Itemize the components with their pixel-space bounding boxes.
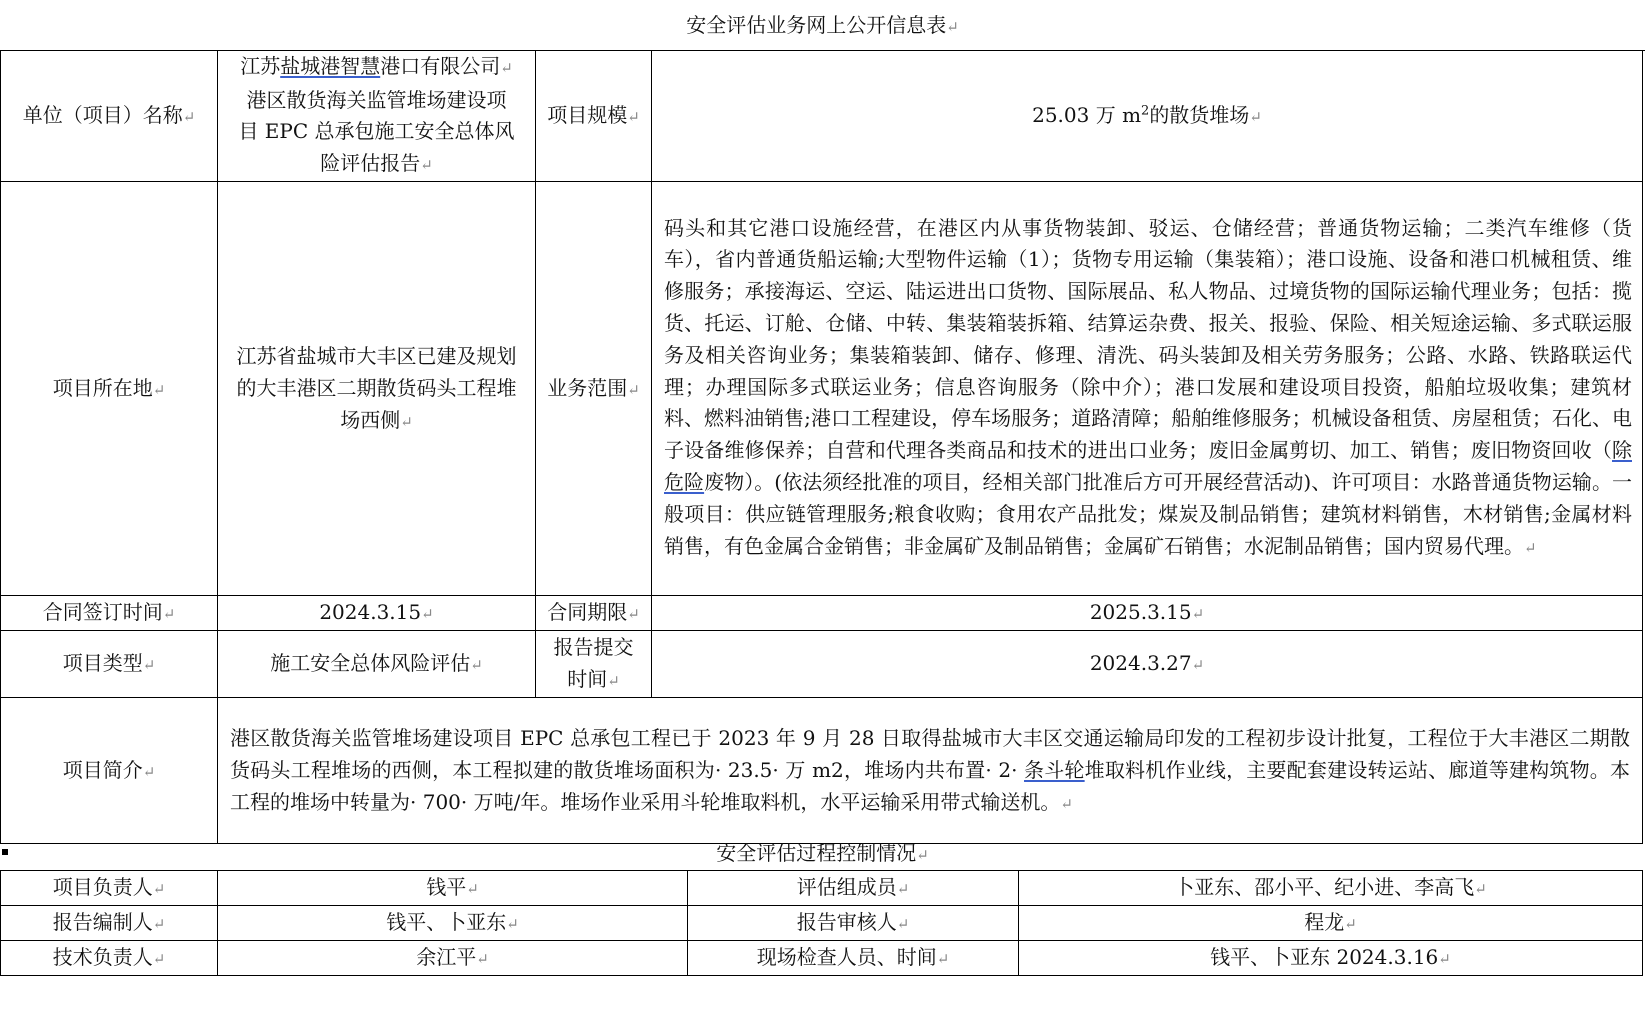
scope-label-cell: 业务范围↵ [536, 182, 652, 596]
process-label-cell: 报告编制人↵ [1, 906, 218, 941]
contract-term-value: 2025.3.15 [1089, 600, 1192, 624]
unit-name-label: 单位（项目）名称 [22, 103, 183, 127]
location-label-cell: 项目所在地↵ [1, 182, 218, 596]
unit-name-line-2: 港区散货海关监管堆场建设项 [246, 87, 507, 112]
process-label-cell: 项目负责人↵ [1, 871, 218, 906]
scale-label: 项目规模 [547, 103, 628, 127]
process-label-cell: 评估组成员↵ [688, 871, 1019, 906]
process-label-cell: 现场检查人员、时间↵ [688, 941, 1019, 976]
table-row [1, 871, 1643, 906]
page-title-text: 安全评估业务网上公开信息表 [686, 13, 947, 37]
scope-value-part-1: 码头和其它港口设施经营，在港区内从事货物装卸、驳运、仓储经营；普通货物运输；二类汽车维修（货车），省内普通货船运输;大型物件运输（1）；货物专用运输（集装箱）；港口设施、设备和港口机械租赁、维修服务；承接海运、空运、陆运进出口货物、国际展品、私人物品、过境货物的国际运输代理业务；包括：揽货、托运、订舱、仓储、中转、集装箱装拆箱、结算运杂费、报关、报验、保险、相关短途运输、多式联运服务及相关咨询业务；集装箱装卸、储存、修理、清洗、码头装卸及相关劳务服务；公路、水路、铁路联运代理；办理国际多式联运业务；信息咨询服务（除中介）；港口发展和建设项目投资，船舶垃圾收集；建筑材料、燃料油销售;港口工程建设，停车场服务；道路清障；船舶维修服务；机械设备租赁、房屋租赁；石化、电子设备维修保养；自营和代理各类商品和技术的进出口业务；废旧金属剪切、加工、销售；废旧物资回收（ [664, 215, 1632, 463]
unit-name-value-cell: 江苏盐城港智慧港口有限公司↵ 港区散货海关监管堆场建设项 目 EPC 总承包施工安全总体风 险评估报告↵ [218, 51, 536, 182]
intro-label: 项目简介 [62, 757, 143, 782]
process-title-text: 安全评估过程控制情况 [716, 841, 917, 865]
report-time-label-line-1: 报告提交 [553, 635, 634, 659]
unit-name-line-3: 目 EPC 总承包施工安全总体风 [238, 119, 515, 143]
process-section-title: 安全评估过程控制情况↵ [716, 841, 929, 865]
table-row [1, 941, 1643, 976]
type-label: 项目类型 [62, 651, 143, 675]
process-value-cell: 程龙↵ [1019, 906, 1643, 941]
process-label-cell: 技术负责人↵ [1, 941, 218, 976]
table-row [1, 906, 1643, 941]
intro-value-part-2: 堆取料机作业线，主要配套建设转运站、廊道等建构筑物。本工程的堆场中转量为· 700· 万吨/年。堆场作业采用斗轮堆取料机，水平运输采用带式输送机。 [230, 757, 1631, 814]
unit-name-line-1: 江苏盐城港智慧港口有限公司↵ [240, 54, 513, 78]
row-contract [1, 596, 1643, 631]
process-value-cell: 钱平↵ [218, 871, 688, 906]
contract-date-label: 合同签订时间 [42, 600, 163, 624]
process-value-cell: 余江平↵ [218, 941, 688, 976]
location-value-cell: 江苏省盐城市大丰区已建及规划的大丰港区二期散货码头工程堆场西侧↵ [218, 182, 536, 596]
intro-value-cell: 港区散货海关监管堆场建设项目 EPC 总承包工程已于 2023 年 9 月 28 日取得盐城市大丰区交通运输局印发的工程初步设计批复，工程位于大丰港区二期散货码头工程堆场的西侧，本工程拟建的散货堆场面积为· 23.5· 万 m2，堆场内共布置· 2· 条斗轮堆取料机作业线，主要配套建设转运站、廊道等建构筑物。本工程的堆场中转量为· 700· 万吨/年。堆场作业采用斗轮堆取料机，水平运输采用带式输送机。↵ [218, 698, 1643, 844]
type-label-cell: 项目类型↵ [1, 631, 218, 698]
spellcheck-underline: 条斗轮 [1024, 757, 1085, 782]
row-intro [1, 698, 1643, 844]
process-table [0, 870, 1643, 976]
process-value-cell: 钱平、卜亚东 2024.3.16↵ [1019, 941, 1643, 976]
report-time-value-cell: 2024.3.27↵ [652, 631, 1643, 698]
contract-date-label-cell: 合同签订时间↵ [1, 596, 218, 631]
contract-term-label-cell: 合同期限↵ [536, 596, 652, 631]
row-unit-name [1, 51, 1643, 182]
paragraph-mark-icon: ↵ [946, 18, 959, 36]
page-title [0, 0, 1645, 51]
info-table [0, 50, 1643, 844]
scope-value-part-2: 废物）。(依法须经批准的项目，经相关部门批准后方可开展经营活动)、许可项目：水路普通货物运输。一般项目：供应链管理服务;粮食收购；食用农产品批发；煤炭及制品销售；建筑材料销售，木材销售;金属材料销售，有色金属合金销售；非金属矿及制品销售；金属矿石销售；水泥制品销售；国内贸易代理。 [664, 469, 1633, 558]
scope-label: 业务范围 [547, 375, 628, 400]
scale-label-cell: 项目规模↵ [536, 51, 652, 182]
row-location-scope [1, 182, 1643, 596]
spellcheck-underline: 盐城港智慧 [280, 54, 381, 78]
report-time-value: 2024.3.27 [1089, 651, 1192, 675]
contract-date-value: 2024.3.15 [319, 600, 422, 624]
process-label-cell: 报告审核人↵ [688, 906, 1019, 941]
intro-label-cell: 项目简介↵ [1, 698, 218, 844]
scope-value-cell: 码头和其它港口设施经营，在港区内从事货物装卸、驳运、仓储经营；普通货物运输；二类汽车维修（货车），省内普通货船运输;大型物件运输（1）；货物专用运输（集装箱）；港口设施、设备和港口机械租赁、维修服务；承接海运、空运、陆运进出口货物、国际展品、私人物品、过境货物的国际运输代理业务；包括：揽货、托运、订舱、仓储、中转、集装箱装拆箱、结算运杂费、报关、报验、保险、相关短途运输、多式联运服务及相关咨询业务；集装箱装卸、储存、修理、清洗、码头装卸及相关劳务服务；公路、水路、铁路联运代理；办理国际多式联运业务；信息咨询服务（除中介）；港口发展和建设项目投资，船舶垃圾收集；建筑材料、燃料油销售;港口工程建设，停车场服务；道路清障；船舶维修服务；机械设备租赁、房屋租赁；石化、电子设备维修保养；自营和代理各类商品和技术的进出口业务；废旧金属剪切、加工、销售；废旧物资回收（除危险废物）。(依法须经批准的项目，经相关部门批准后方可开展经营活动)、许可项目：水路普通货物运输。一般项目：供应链管理服务;粮食收购；食用农产品批发；煤炭及制品销售；建筑材料销售，木材销售;金属材料销售，有色金属合金销售；非金属矿及制品销售；金属矿石销售；水泥制品销售；国内贸易代理。↵ [652, 182, 1643, 596]
process-value-cell: 钱平、卜亚东↵ [218, 906, 688, 941]
type-value-cell: 施工安全总体风险评估↵ [218, 631, 536, 698]
contract-term-label: 合同期限 [547, 600, 628, 624]
type-value: 施工安全总体风险评估 [270, 651, 471, 675]
spellcheck-underline: 除危险 [664, 438, 1632, 494]
unit-name-label-cell: 单位（项目）名称↵ [1, 51, 218, 182]
unit-name-line-4: 险评估报告 [320, 150, 421, 175]
process-value-cell: 卜亚东、邵小平、纪小进、李高飞↵ [1019, 871, 1643, 906]
report-time-label-line-2: 时间 [567, 667, 608, 691]
row-type [1, 631, 1643, 698]
report-time-label-cell: 报告提交 时间↵ [536, 631, 652, 698]
scale-value: 25.03 万 $m^2$的散货堆场 [1032, 103, 1250, 127]
location-label: 项目所在地 [52, 375, 153, 400]
contract-term-value-cell: 2025.3.15↵ [652, 596, 1643, 631]
intro-value-part-1: 港区散货海关监管堆场建设项目 EPC 总承包工程已于 2023 年 9 月 28 日取得盐城市大丰区交通运输局印发的工程初步设计批复，工程位于大丰港区二期散货码头工程堆场的西侧，本工程拟建的散货堆场面积为· 23.5· 万 m2，堆场内共布置· 2· [230, 725, 1630, 782]
contract-date-value-cell: 2024.3.15↵ [218, 596, 536, 631]
scale-value-cell: 25.03 万 $m^2$的散货堆场↵ [652, 51, 1643, 182]
location-value: 江苏省盐城市大丰区已建及规划的大丰港区二期散货码头工程堆场西侧 [236, 343, 517, 432]
